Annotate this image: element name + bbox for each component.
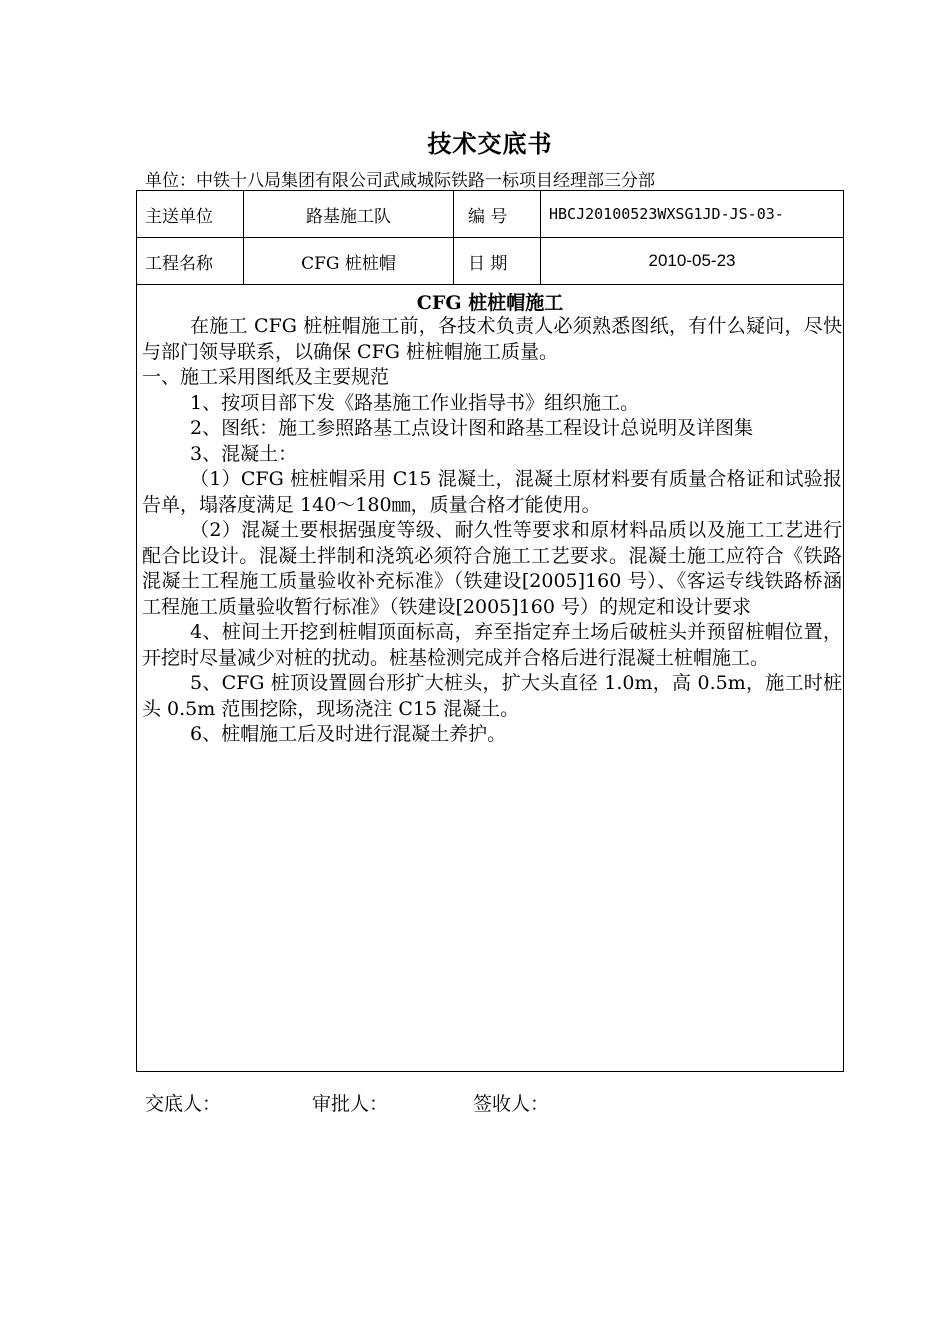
project-name-label: 工程名称 — [137, 238, 244, 285]
paragraph: 6、桩帽施工后及时进行混凝土养护。 — [190, 723, 507, 745]
paragraph: 1、按项目部下发《路基施工作业指导书》组织施工。 — [190, 391, 640, 414]
handover-signature-label: 交底人： — [145, 1093, 222, 1115]
recipient-label: 主送单位 — [137, 191, 244, 238]
document-title: 技术交底书 — [427, 129, 553, 158]
number-label: 编 号 — [454, 191, 541, 238]
header-row-project — [137, 238, 844, 285]
header-table — [136, 190, 844, 285]
number-value: HBCJ20100523WXSG1JD-JS-03- — [541, 191, 844, 238]
content-body — [142, 314, 842, 748]
recipient-value: 路基施工队 — [244, 191, 454, 238]
receiver-signature-label: 签收人： — [473, 1093, 550, 1115]
paragraph: 3、混凝土： — [190, 442, 298, 465]
paragraph: 4、桩间土开挖到桩帽顶面标高，弃至指定弃土场后破桩头并预留桩帽位置，开挖时尽量减少对桩的扰动。桩基检测完成并合格后进行混凝土桩帽施工。 — [142, 621, 842, 669]
approver-signature-label: 审批人： — [312, 1093, 389, 1115]
unit-line: 单位：中铁十八局集团有限公司武咸城际铁路一标项目经理部三分部 — [145, 171, 655, 191]
paragraph: 2、图纸：施工参照路基工点设计图和路基工程设计总说明及详图集 — [190, 417, 754, 439]
project-name-value: CFG 桩桩帽 — [244, 238, 454, 285]
section-heading: 一、施工采用图纸及主要规范 — [142, 366, 390, 388]
paragraph: 在施工 CFG 桩桩帽施工前，各技术负责人必须熟悉图纸，有什么疑问，尽快与部门领导联系，以确保 CFG 桩桩帽施工质量。 — [142, 315, 842, 363]
paragraph: （2）混凝土要根据强度等级、耐久性等要求和原材料品质以及施工工艺进行配合比设计。混凝土拌制和浇筑必须符合施工工艺要求。混凝土施工应符合《铁路混凝土工程施工质量验收补充标准》（铁建设[2005]160 号）、《客运专线铁路桥涵工程施工质量验收暂行标准》（铁建设[2005]160 号）的规定和设计要求 — [142, 519, 842, 618]
content-heading: CFG 桩桩帽施工 — [416, 292, 564, 314]
date-value: 2010-05-23 — [541, 238, 844, 285]
date-label: 日 期 — [454, 238, 541, 285]
header-row-recipient — [137, 191, 844, 238]
paragraph: 5、CFG 桩顶设置圆台形扩大桩头，扩大头直径 1.0m，高 0.5m，施工时桩头 0.5m 范围挖除，现场浇注 C15 混凝土。 — [142, 672, 842, 720]
paragraph: （1）CFG 桩桩帽采用 C15 混凝土，混凝土原材料要有质量合格证和试验报告单，塌落度满足 140～180㎜，质量合格才能使用。 — [142, 468, 842, 516]
